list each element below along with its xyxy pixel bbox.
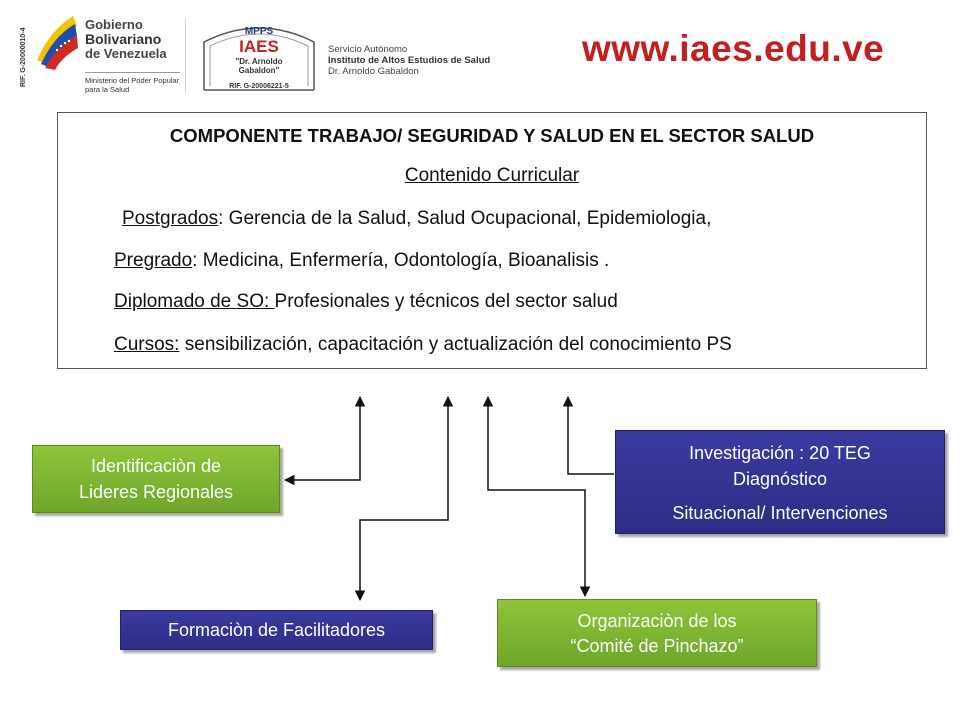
item-text: sensibilización, capacitación y actualización del conocimiento PS [179, 334, 732, 355]
box-facilitadores [120, 610, 433, 650]
item-sep: : [218, 208, 224, 229]
box-line: “Comité de Pinchazo” [570, 636, 744, 656]
sa-line2: Instituto de Altos Estudios de Salud [328, 55, 491, 66]
arrow-lideres [285, 397, 360, 480]
iaes-rif: RIF. G-20006221-5 [229, 83, 289, 90]
item-text: Profesionales y técnicos del sector salud [274, 291, 618, 312]
box-comite-pinchazo [497, 599, 817, 667]
arrow-comite [488, 397, 585, 596]
item-label: Pregrado [114, 250, 193, 271]
box-line: Diagnóstico [732, 469, 828, 489]
iaes-name: IAES [239, 37, 279, 56]
box-lideres-regionales [32, 445, 280, 513]
iaes-mpps: MPPS [244, 26, 274, 37]
gov-line2: Bolivariano [85, 31, 162, 47]
item-label: Postgrados [122, 208, 219, 229]
item-sep: : [192, 250, 198, 271]
box-investigacion [615, 430, 945, 534]
item-label: Diplomado de SO: [114, 291, 275, 312]
iaes-dr-1: "Dr. Arnoldo [235, 57, 283, 66]
main-subtitle: Contenido Curricular [404, 165, 580, 186]
gov-line3: de Venezuela [85, 46, 167, 61]
gov-ministry-2: para la Salud [85, 85, 130, 94]
box-line: Identificaciòn de [90, 456, 222, 476]
box-line: Situacional/ Intervenciones [672, 503, 888, 523]
item-text: Medicina, Enfermería, Odontología, Bioanalisis . [197, 250, 610, 271]
item-text: Gerencia de la Salud, Salud Ocupacional, Epidemiologia, [223, 208, 712, 229]
arrow-facilitadores [360, 397, 448, 600]
iaes-dr-2: Gabaldon" [238, 66, 280, 75]
sa-line3: Dr. Arnoldo Gabaldon [328, 66, 419, 77]
arrow-investigacion [568, 397, 614, 474]
box-line: Lideres Regionales [78, 482, 234, 502]
sa-line1: Servicio Autónomo [328, 44, 408, 55]
gov-rif: RIF. G-20000010-4 [20, 27, 27, 88]
item-label: Cursos: [114, 334, 180, 355]
box-line: Organizaciòn de los [577, 611, 737, 631]
gov-ministry-1: Ministerio del Poder Popular [85, 76, 180, 85]
main-title: COMPONENTE TRABAJO/ SEGURIDAD Y SALUD EN EL SECTOR SALUD [169, 125, 815, 146]
gov-line1: Gobierno [85, 17, 143, 32]
box-line: Formaciòn de Facilitadores [167, 620, 386, 640]
website-url[interactable]: www.iaes.edu.ve [582, 28, 885, 69]
box-line: Investigación : 20 TEG [689, 443, 871, 463]
